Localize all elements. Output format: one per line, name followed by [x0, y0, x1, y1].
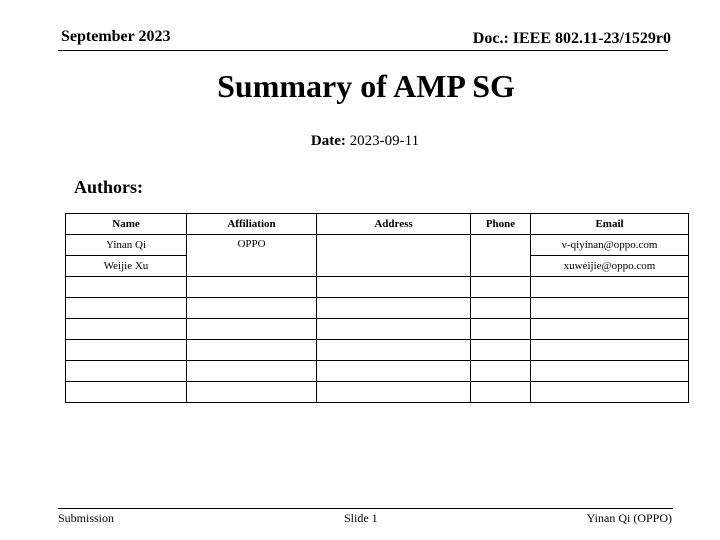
header-date: September 2023	[61, 28, 171, 45]
table-cell	[66, 277, 187, 298]
header-divider	[58, 50, 668, 51]
table-row-empty	[66, 319, 689, 340]
table-cell	[317, 340, 471, 361]
footer-author: Yinan Qi (OPPO)	[586, 511, 672, 525]
authors-heading: Authors:	[74, 177, 144, 197]
table-cell	[187, 361, 317, 382]
table-cell	[471, 277, 531, 298]
author-email: xuweijie@oppo.com	[531, 256, 689, 277]
header-doc-id: Doc.: IEEE 802.11-23/1529r0	[472, 30, 671, 47]
table-cell	[66, 340, 187, 361]
col-header-affiliation: Affiliation	[187, 214, 317, 235]
author-email: v-qiyinan@oppo.com	[531, 235, 689, 256]
table-cell	[66, 361, 187, 382]
table-cell	[187, 340, 317, 361]
table-cell	[317, 361, 471, 382]
table-row	[66, 235, 689, 256]
table-cell	[531, 361, 689, 382]
table-cell	[471, 319, 531, 340]
col-header-email: Email	[531, 214, 689, 235]
author-name: Weijie Xu	[66, 256, 187, 277]
table-header-row	[66, 214, 689, 235]
col-header-address: Address	[317, 214, 471, 235]
table-cell	[531, 298, 689, 319]
table-cell	[66, 382, 187, 403]
table-row-empty	[66, 340, 689, 361]
table-cell	[317, 298, 471, 319]
table-row-empty	[66, 298, 689, 319]
author-address	[317, 235, 471, 277]
table-row-empty	[66, 277, 689, 298]
table-cell	[317, 319, 471, 340]
col-header-phone: Phone	[471, 214, 531, 235]
table-cell	[531, 319, 689, 340]
table-cell	[187, 319, 317, 340]
date-label: Date:	[310, 133, 346, 149]
table-cell	[187, 277, 317, 298]
table-cell	[187, 298, 317, 319]
table-cell	[187, 382, 317, 403]
author-affiliation: OPPO	[187, 235, 317, 277]
table-cell	[317, 382, 471, 403]
table-cell	[531, 277, 689, 298]
col-header-name: Name	[66, 214, 187, 235]
table-cell	[471, 382, 531, 403]
slide-title: Summary of AMP SG	[217, 68, 515, 104]
table-cell	[66, 319, 187, 340]
table-cell	[66, 298, 187, 319]
table-row-empty	[66, 361, 689, 382]
table-cell	[317, 277, 471, 298]
table-cell	[531, 382, 689, 403]
footer-divider	[58, 508, 673, 509]
date-line	[0, 133, 720, 150]
table-cell	[471, 361, 531, 382]
footer-slide-number: Slide 1	[344, 511, 378, 525]
table-row-empty	[66, 382, 689, 403]
table-cell	[531, 340, 689, 361]
author-name: Yinan Qi	[66, 235, 187, 256]
footer-submission: Submission	[58, 511, 115, 525]
table-cell	[471, 298, 531, 319]
date-value: 2023-09-11	[349, 133, 420, 149]
author-phone	[471, 235, 531, 277]
table-cell	[471, 340, 531, 361]
authors-table	[65, 213, 689, 403]
